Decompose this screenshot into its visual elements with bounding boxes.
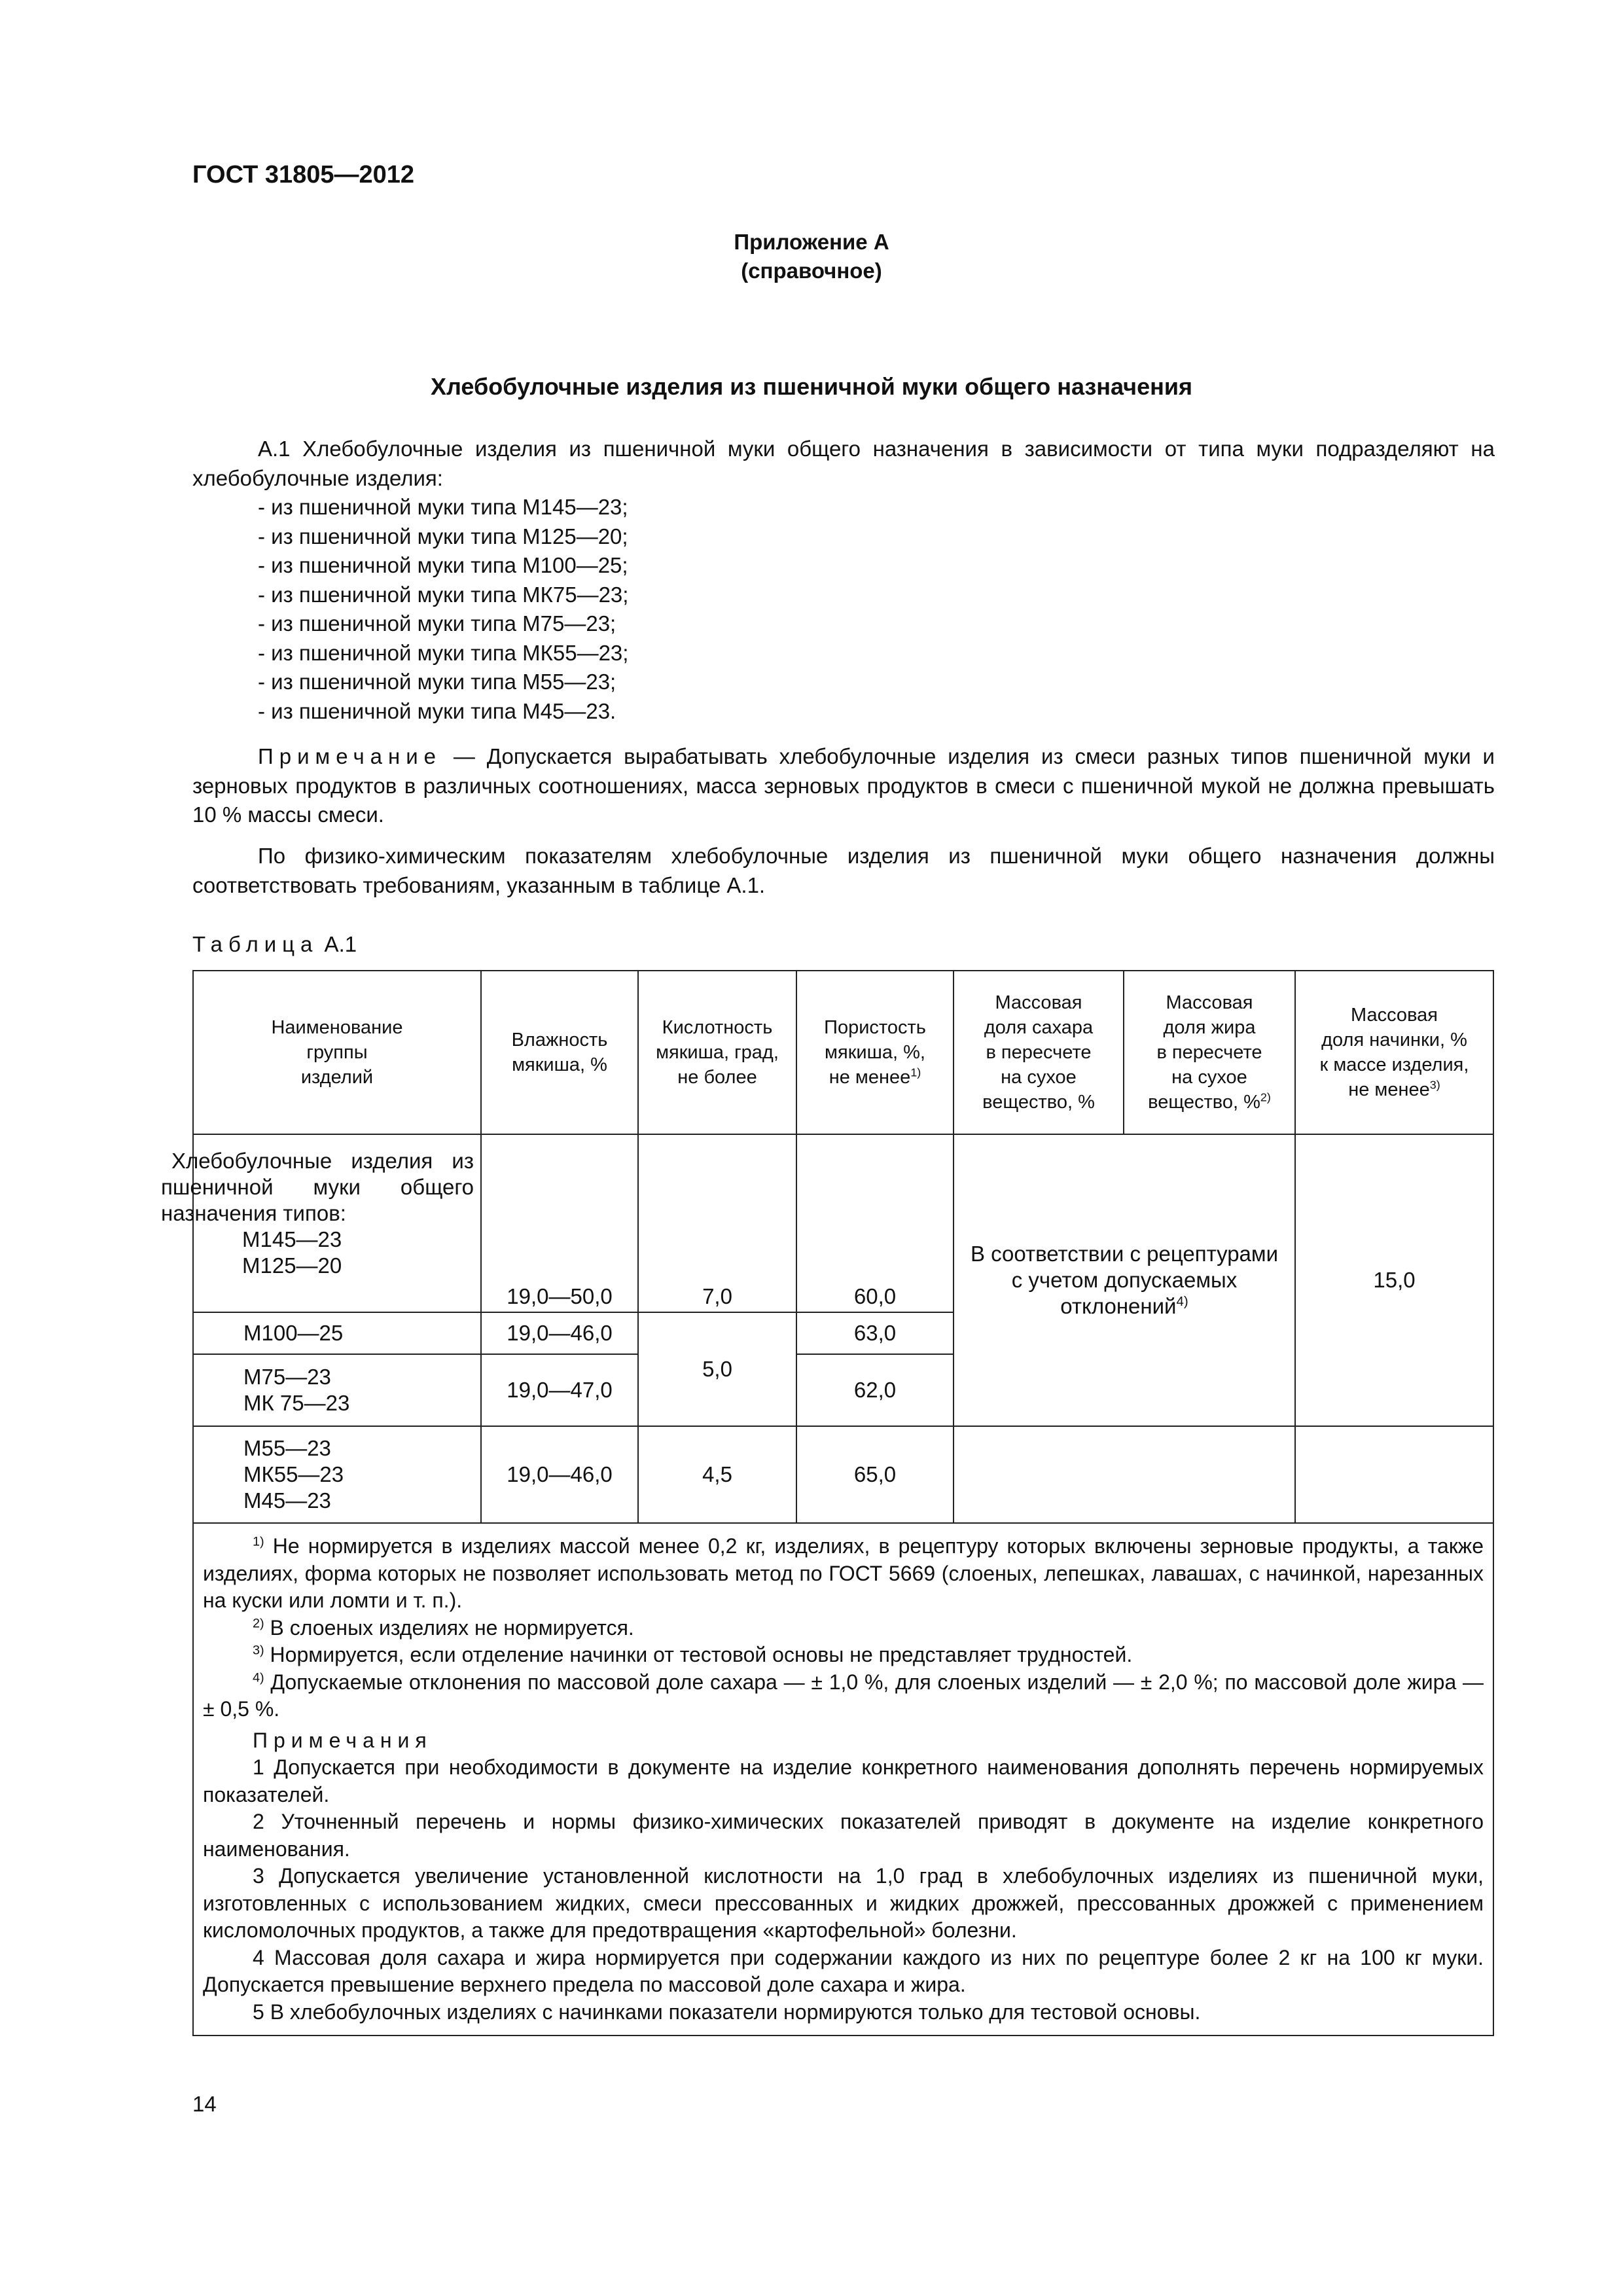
list-item: - из пшеничной муки типа М75—23; xyxy=(258,611,616,636)
table-row xyxy=(193,1426,1493,1523)
appendix-type: (справочное) xyxy=(741,259,882,283)
acidity-merged: 5,0 xyxy=(638,1312,796,1426)
table-footnotes-row xyxy=(193,1523,1493,2036)
table-a1 xyxy=(161,970,1494,2036)
row1-acidity: 7,0 xyxy=(638,1134,796,1312)
header-acidity: Кислотность мякиша, град, не более xyxy=(638,971,796,1134)
row1-name: Хлебобулочные изделия из пшеничной муки общего назначения типов: М145—23 М125—20 xyxy=(193,1134,481,1312)
list-item: - из пшеничной муки типа М55—23; xyxy=(258,670,616,694)
table-header-row xyxy=(193,971,1493,1134)
row2-moisture: 19,0—46,0 xyxy=(481,1312,638,1354)
footnote: $^{3)}$ Нормируется, если отделение начинки от тестовой основы не представляет трудностей. xyxy=(253,1643,1133,1666)
table-caption xyxy=(192,932,357,957)
row4-porosity: 65,0 xyxy=(796,1426,954,1523)
list-item: - из пшеничной муки типа МК75—23; xyxy=(258,582,629,607)
header-filling: Массовая доля начинки, % к массе изделия, не менее$^{3)}$ xyxy=(1295,971,1493,1134)
filling-cell: 15,0 xyxy=(1295,1134,1493,1426)
sugar-fat-cell: В соответствии с рецептурами с учетом допускаемых отклонений$^{4)}$ xyxy=(954,1134,1295,1426)
row1-porosity: 60,0 xyxy=(796,1134,954,1312)
intro-paragraph: А.1 Хлебобулочные изделия из пшеничной муки общего назначения в зависимости от типа муки подразделяют на хлебобулочные изделия: xyxy=(192,437,1495,490)
list-item: - из пшеничной муки типа МК55—23; xyxy=(258,640,629,665)
row4-sugar-fat-empty xyxy=(954,1426,1295,1523)
table-row xyxy=(193,1134,1493,1312)
document-header: ГОСТ 31805—2012 xyxy=(192,161,415,188)
note-label: Примечание xyxy=(258,744,442,768)
requirements-text: По физико-химическим показателям хлебобулочные изделия из пшеничной муки общего назначения должны соответствовать требованиям, указанным в таблице А.1. xyxy=(192,844,1495,897)
list-item: - из пшеничной муки типа М145—23; xyxy=(258,495,628,519)
footnotes-cell xyxy=(193,1523,1493,2036)
row3-moisture: 19,0—47,0 xyxy=(481,1354,638,1426)
header-moisture: Влажность мякиша, % xyxy=(481,971,638,1134)
section-title: Хлебобулочные изделия из пшеничной муки общего назначения xyxy=(431,373,1192,400)
appendix-heading xyxy=(0,228,1623,285)
row4-moisture: 19,0—46,0 xyxy=(481,1426,638,1523)
notes-label: Примечания xyxy=(253,1728,433,1752)
note-item: 3 Допускается увеличение установленной кислотности на 1,0 град в хлебобулочных изделиях из пшеничной муки, изготовленных с использованием жидких, смеси прессованных и жидких дрожжей, прессованных дрожжей с применением кисломолочных продуктов, а также для предотвращения «картофельной» болезни. xyxy=(203,1864,1484,1942)
row4-acidity: 4,5 xyxy=(638,1426,796,1523)
row2-porosity: 63,0 xyxy=(796,1312,954,1354)
header-porosity: Пористость мякиша, %, не менее$^{1)}$ xyxy=(796,971,954,1134)
row2-name: М100—25 xyxy=(193,1312,481,1354)
note-item: 2 Уточненный перечень и нормы физико-химических показателей приводят в документе на изделие конкретного наименования. xyxy=(203,1810,1484,1861)
row4-filling-empty xyxy=(1295,1426,1493,1523)
header-name: Наименование группы изделий xyxy=(193,971,481,1134)
row3-porosity: 62,0 xyxy=(796,1354,954,1426)
appendix-label: Приложение А xyxy=(734,230,889,254)
footnote: $^{1)}$ Не нормируется в изделиях массой менее 0,2 кг, изделиях, в рецептуру которых включены зерновые продукты, а также изделиях, форма которых не позволяет использовать метод по ГОСТ 5669 (слоеных, лепешках, лавашах, с начинкой, нарезанных на куски или ломти и т. п.). xyxy=(203,1534,1484,1612)
list-item: - из пшеничной муки типа М125—20; xyxy=(258,524,628,548)
note-item: 5 В хлебобулочных изделиях с начинками показатели нормируются только для тестовой основы. xyxy=(253,2000,1201,2024)
intro-block xyxy=(192,435,1495,726)
header-sugar: Массовая доля сахара в пересчете на сухое вещество, % xyxy=(954,971,1124,1134)
page-number: 14 xyxy=(192,2092,217,2116)
note-item: 1 Допускается при необходимости в документе на изделие конкретного наименования дополнять перечень нормируемых показателей. xyxy=(203,1755,1484,1806)
header-fat: Массовая доля жира в пересчете на сухое вещество, %$^{2)}$ xyxy=(1124,971,1295,1134)
footnote: $^{2)}$ В слоеных изделиях не нормируется. xyxy=(253,1615,634,1640)
row3-name: М75—23 МК 75—23 xyxy=(193,1354,481,1426)
row1-moisture: 19,0—50,0 xyxy=(481,1134,638,1312)
note-paragraph xyxy=(192,742,1495,830)
row4-name: М55—23 МК55—23 М45—23 xyxy=(193,1426,481,1523)
list-item: - из пшеничной муки типа М100—25; xyxy=(258,553,628,577)
list-item: - из пшеничной муки типа М45—23. xyxy=(258,698,616,723)
note-text: — Допускается вырабатывать хлебобулочные изделия из смеси разных типов пшеничной муки и зерновых продуктов в различных соотношениях, масса зерновых продуктов в смеси с пшеничной мукой не должна превышать 10 % массы смеси. xyxy=(192,744,1495,827)
footnote: $^{4)}$ Допускаемые отклонения по массовой доле сахара — ± 1,0 %, для слоеных изделий — ± 2,0 %; по массовой доле жира — ± 0,5 %. xyxy=(203,1670,1484,1721)
table-caption-label: Таблица xyxy=(192,932,319,956)
requirements-paragraph xyxy=(192,842,1495,900)
note-item: 4 Массовая доля сахара и жира нормируется при содержании каждого из них по рецептуре более 2 кг на 100 кг муки. Допускается превышение верхнего предела по массовой доле сахара и жира. xyxy=(203,1945,1484,1996)
table-caption-number: А.1 xyxy=(318,932,357,956)
